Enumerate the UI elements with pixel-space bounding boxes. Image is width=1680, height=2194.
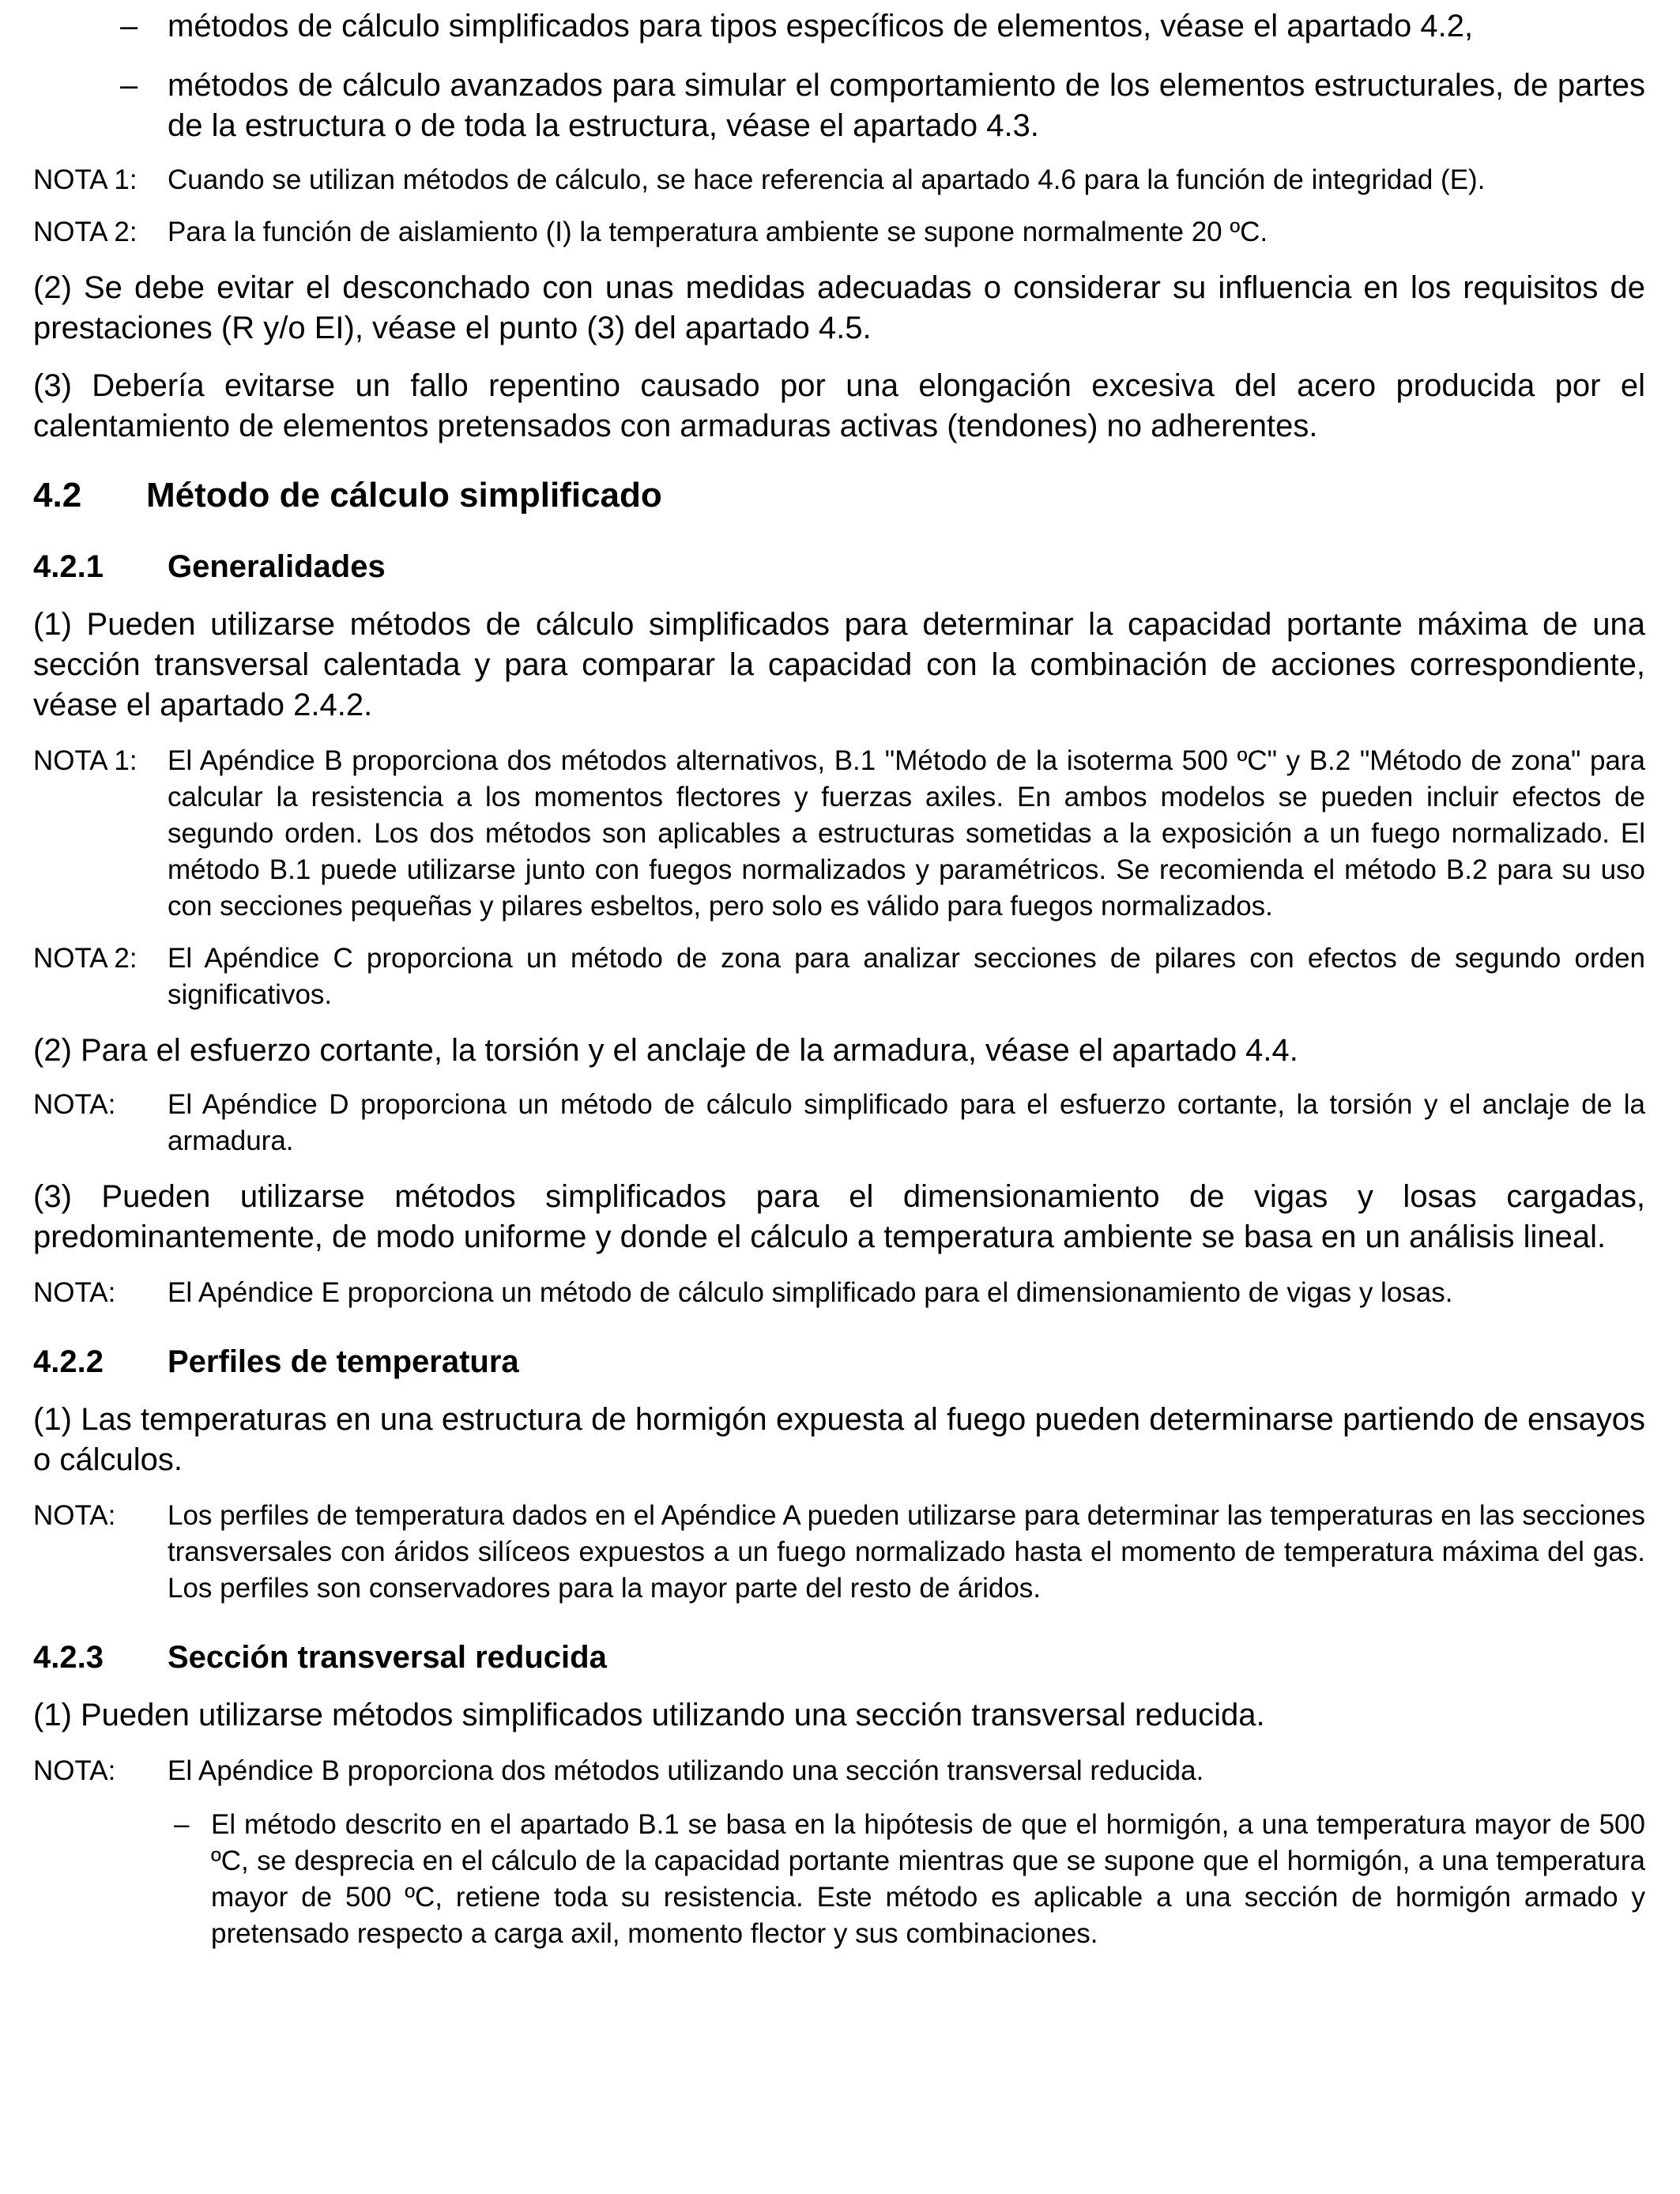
- list-dash: –: [174, 1809, 190, 1840]
- list-dash: –: [120, 68, 138, 103]
- subsection-number: 4.2.2: [33, 1344, 104, 1379]
- section-title: Método de cálculo simplificado: [146, 476, 662, 515]
- subsection-heading: [33, 1341, 1645, 1382]
- paragraph: (2) Para el esfuerzo cortante, la torsión y el anclaje de la armadura, véase el apartado 4.4.: [33, 1033, 1298, 1068]
- paragraph: (1) Las temperaturas en una estructura de hormigón expuesta al fuego pueden determinarse partiendo de ensayos o cálculos.: [33, 1402, 1645, 1477]
- list-item: [33, 6, 1645, 47]
- note: [33, 1498, 1645, 1607]
- note: [33, 743, 1645, 925]
- note-text: El Apéndice B proporciona dos métodos utilizando una sección transversal reducida.: [168, 1755, 1204, 1786]
- note: [33, 214, 1645, 251]
- note: [33, 1275, 1645, 1311]
- note-label: NOTA 1:: [33, 164, 137, 195]
- list-item: [33, 66, 1645, 146]
- subsection-heading: [33, 1637, 1645, 1678]
- note-text: El Apéndice B proporciona dos métodos alternativos, B.1 "Método de la isoterma 500 ºC" y B.2 "Método de zona" para calcular la resistencia a los momentos flectores y fuerzas axiles. En ambos modelos se pueden incluir efectos de segundo orden. Los dos métodos son aplicables a estructuras sometidas a la exposición a un fuego normalizado. El método B.1 puede utilizarse junto con fuegos normalizados y paramétricos. Se recomienda el método B.2 para su uso con secciones pequeñas y pilares esbeltos, pero solo es válido para fuegos normalizados.: [168, 745, 1645, 922]
- list-item-text: métodos de cálculo avanzados para simular el comportamiento de los elementos estructurales, de partes de la estructura o de toda la estructura, véase el apartado 4.3.: [168, 68, 1645, 143]
- list-dash: –: [120, 9, 138, 43]
- subsection-number: 4.2.3: [33, 1640, 104, 1675]
- note: [33, 1087, 1645, 1159]
- subsection-number: 4.2.1: [33, 549, 104, 584]
- paragraph: (1) Pueden utilizarse métodos simplificados utilizando una sección transversal reducida.: [33, 1698, 1265, 1732]
- list-item-text: El método descrito en el apartado B.1 se basa en la hipótesis de que el hormigón, a una temperatura mayor de 500 ºC, se desprecia en el cálculo de la capacidad portante mientras que se supone que el hormigón, a una temperatura mayor de 500 ºC, retiene toda su resistencia. Este método es aplicable a una sección de hormigón armado y pretensado respecto a carga axil, momento flector y sus combinaciones.: [211, 1809, 1645, 1949]
- paragraph: (3) Pueden utilizarse métodos simplificados para el dimensionamiento de vigas y losas cargadas, predominantemente, de modo uniforme y donde el cálculo a temperatura ambiente se basa en un análisis lineal.: [33, 1179, 1645, 1254]
- note-label: NOTA:: [33, 1755, 116, 1786]
- note-label: NOTA 1:: [33, 745, 137, 776]
- note: [33, 941, 1645, 1013]
- subsection-title: Generalidades: [168, 549, 386, 584]
- note-label: NOTA:: [33, 1277, 116, 1308]
- list-item: [33, 1807, 1645, 1952]
- note-label: NOTA:: [33, 1500, 116, 1531]
- note: [33, 1753, 1645, 1789]
- list-item-text: métodos de cálculo simplificados para tipos específicos de elementos, véase el apartado 4.2,: [168, 9, 1474, 43]
- note-text: Cuando se utilizan métodos de cálculo, se hace referencia al apartado 4.6 para la función de integridad (E).: [168, 164, 1486, 195]
- subsection-heading: [33, 546, 1645, 587]
- paragraph: (3) Debería evitarse un fallo repentino causado por una elongación excesiva del acero producida por el calentamiento de elementos pretensados con armaduras activas (tendones) no adherentes.: [33, 368, 1645, 443]
- note: [33, 162, 1645, 198]
- document-page: [33, 6, 1645, 1952]
- subsection-title: Sección transversal reducida: [168, 1640, 607, 1675]
- note-label: NOTA 2:: [33, 217, 137, 247]
- section-number: 4.2: [33, 476, 82, 515]
- note-text: El Apéndice C proporciona un método de zona para analizar secciones de pilares con efectos de segundo orden significativos.: [168, 943, 1645, 1010]
- section-heading: [33, 473, 1645, 518]
- note-text: Los perfiles de temperatura dados en el Apéndice A pueden utilizarse para determinar las temperaturas en las secciones transversales con áridos silíceos expuestos a un fuego normalizado hasta el momento de temperatura máxima del gas. Los perfiles son conservadores para la mayor parte del resto de áridos.: [168, 1500, 1645, 1604]
- note-text: Para la función de aislamiento (I) la temperatura ambiente se supone normalmente 20 ºC.: [168, 217, 1268, 247]
- subsection-title: Perfiles de temperatura: [168, 1344, 519, 1379]
- note-text: El Apéndice E proporciona un método de cálculo simplificado para el dimensionamiento de vigas y losas.: [168, 1277, 1453, 1308]
- note-text: El Apéndice D proporciona un método de cálculo simplificado para el esfuerzo cortante, la torsión y el anclaje de la armadura.: [168, 1089, 1645, 1156]
- note-label: NOTA 2:: [33, 943, 137, 974]
- paragraph: (1) Pueden utilizarse métodos de cálculo simplificados para determinar la capacidad portante máxima de una sección transversal calentada y para comparar la capacidad con la combinación de acciones correspondiente, véase el apartado 2.4.2.: [33, 607, 1645, 722]
- note-label: NOTA:: [33, 1089, 116, 1120]
- paragraph: (2) Se debe evitar el desconchado con unas medidas adecuadas o considerar su influencia en los requisitos de prestaciones (R y/o EI), véase el punto (3) del apartado 4.5.: [33, 270, 1645, 345]
